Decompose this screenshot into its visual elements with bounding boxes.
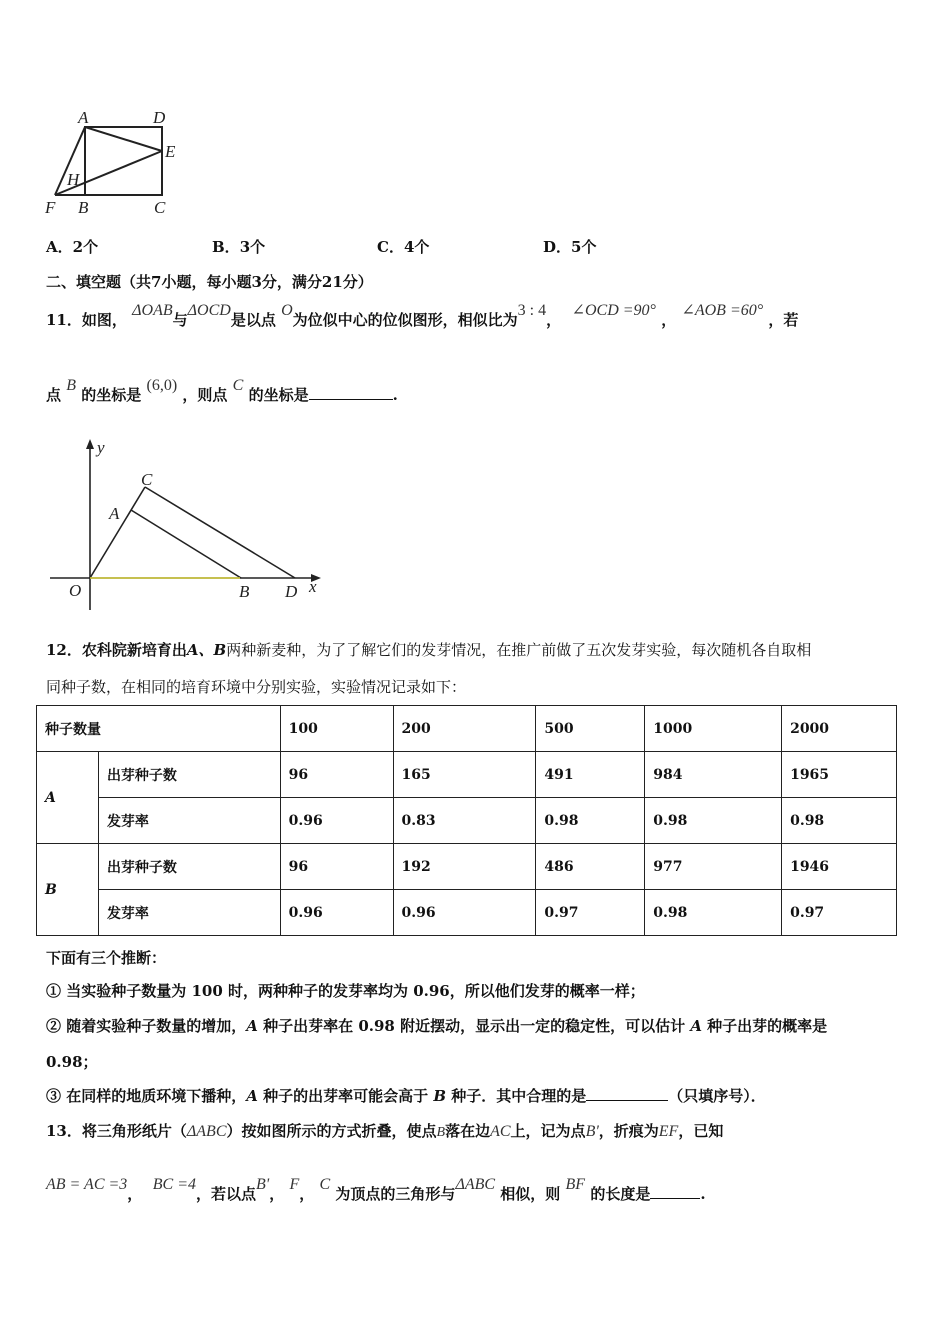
table-cell: 984 [645,752,782,798]
group-b-label: B [37,844,99,936]
option-b: B．3个 [212,238,266,256]
svg-text:A: A [109,504,120,523]
table-cell: 977 [645,844,782,890]
header-label: 种子数量 [37,706,281,752]
svg-text:x: x [309,577,317,596]
row-label: 出芽种子数 [98,844,280,890]
svg-text:E: E [165,142,176,161]
question-11-line-2: 点 B 的坐标是 (6,0) ，则点 C 的坐标是 . [46,377,398,404]
inference-1: ① 当实验种子数量为 100 时，两种种子的发芽率均为 0.96，所以他们发芽的概率一样； [46,982,645,1000]
table-cell: 0.98 [645,798,782,844]
svg-text:A: A [78,108,89,127]
table-cell: 0.96 [280,890,393,936]
rectangle-figure-q10 [40,105,200,220]
table-row [37,798,897,844]
count-cell: 1000 [645,706,782,752]
svg-text:B: B [78,198,89,217]
table-row [37,752,897,798]
table-cell: 96 [280,752,393,798]
table-cell: 192 [393,844,536,890]
svg-text:O: O [69,581,82,600]
row-label: 发芽率 [98,890,280,936]
count-cell: 200 [393,706,536,752]
germination-table [36,705,897,936]
table-cell: 1946 [782,844,897,890]
table-cell: 0.98 [782,798,897,844]
svg-text:B: B [239,582,250,601]
table-cell: 0.97 [782,890,897,936]
table-cell: 96 [280,844,393,890]
question-13-line-2: AB = AC =3， BC =4，若以点B'， F， C 为顶点的三角形与ΔABC 相似，则 BF 的长度是 . [46,1176,706,1203]
svg-text:D: D [285,582,298,601]
table-cell: 0.83 [393,798,536,844]
table-row [37,890,897,936]
answer-blank[interactable] [309,385,393,400]
svg-text:y: y [97,438,105,457]
table-row [37,844,897,890]
option-c: C．4个 [377,238,430,256]
svg-text:C: C [141,470,153,489]
answer-blank[interactable] [586,1086,668,1101]
count-cell: 2000 [782,706,897,752]
table-header-row [37,706,897,752]
question-12-line-2: 同种子数，在相同的培育环境中分别实验，实验情况记录如下： [46,678,467,696]
section-heading: 二、填空题（共7小题，每小题3分，满分21分） [46,273,373,291]
inferences-title: 下面有三个推断： [46,949,167,967]
count-cell: 100 [280,706,393,752]
option-a: A．2个 [46,238,99,256]
question-12-line-1: 12．农科院新培育出A、B两种新麦种，为了了解它们的发芽情况，在推广前做了五次发芽实验，每次随机各自取相 [46,641,812,659]
option-d: D．5个 [543,238,597,256]
table-cell: 491 [536,752,645,798]
question-11-line-1: 11．如图， ΔOAB与ΔOCD是以点 O为位似中心的位似图形，相似比为3 : 4， ∠OCD =90° ， ∠AOB =60° ，若 [46,302,799,329]
table-cell: 1965 [782,752,897,798]
table-cell: 165 [393,752,536,798]
count-cell: 500 [536,706,645,752]
answer-blank[interactable] [650,1184,700,1199]
inference-3: ③ 在同样的地质环境下播种，A 种子的出芽率可能会高于 B 种子．其中合理的是 （只填序号）． [46,1087,766,1105]
question-13-line-1: 13．将三角形纸片（ΔABC）按如图所示的方式折叠，使点B落在边AC上，记为点B'，折痕为EF，已知 [46,1122,724,1140]
svg-text:H: H [67,170,80,189]
inference-2-cont: 0.98； [46,1053,98,1071]
table-cell: 0.98 [645,890,782,936]
table-cell: 0.97 [536,890,645,936]
table-cell: 0.96 [280,798,393,844]
svg-text:C: C [154,198,166,217]
row-label: 发芽率 [98,798,280,844]
svg-text:F: F [45,198,56,217]
table-cell: 486 [536,844,645,890]
svg-text:D: D [153,108,166,127]
group-a-label: A [37,752,99,844]
coordinate-figure-q11 [45,435,335,615]
row-label: 出芽种子数 [98,752,280,798]
table-cell: 0.98 [536,798,645,844]
inference-2: ② 随着实验种子数量的增加，A 种子出芽率在 0.98 附近摆动，显示出一定的稳定性，可以估计 A 种子出芽的概率是 [46,1017,828,1035]
table-cell: 0.96 [393,890,536,936]
